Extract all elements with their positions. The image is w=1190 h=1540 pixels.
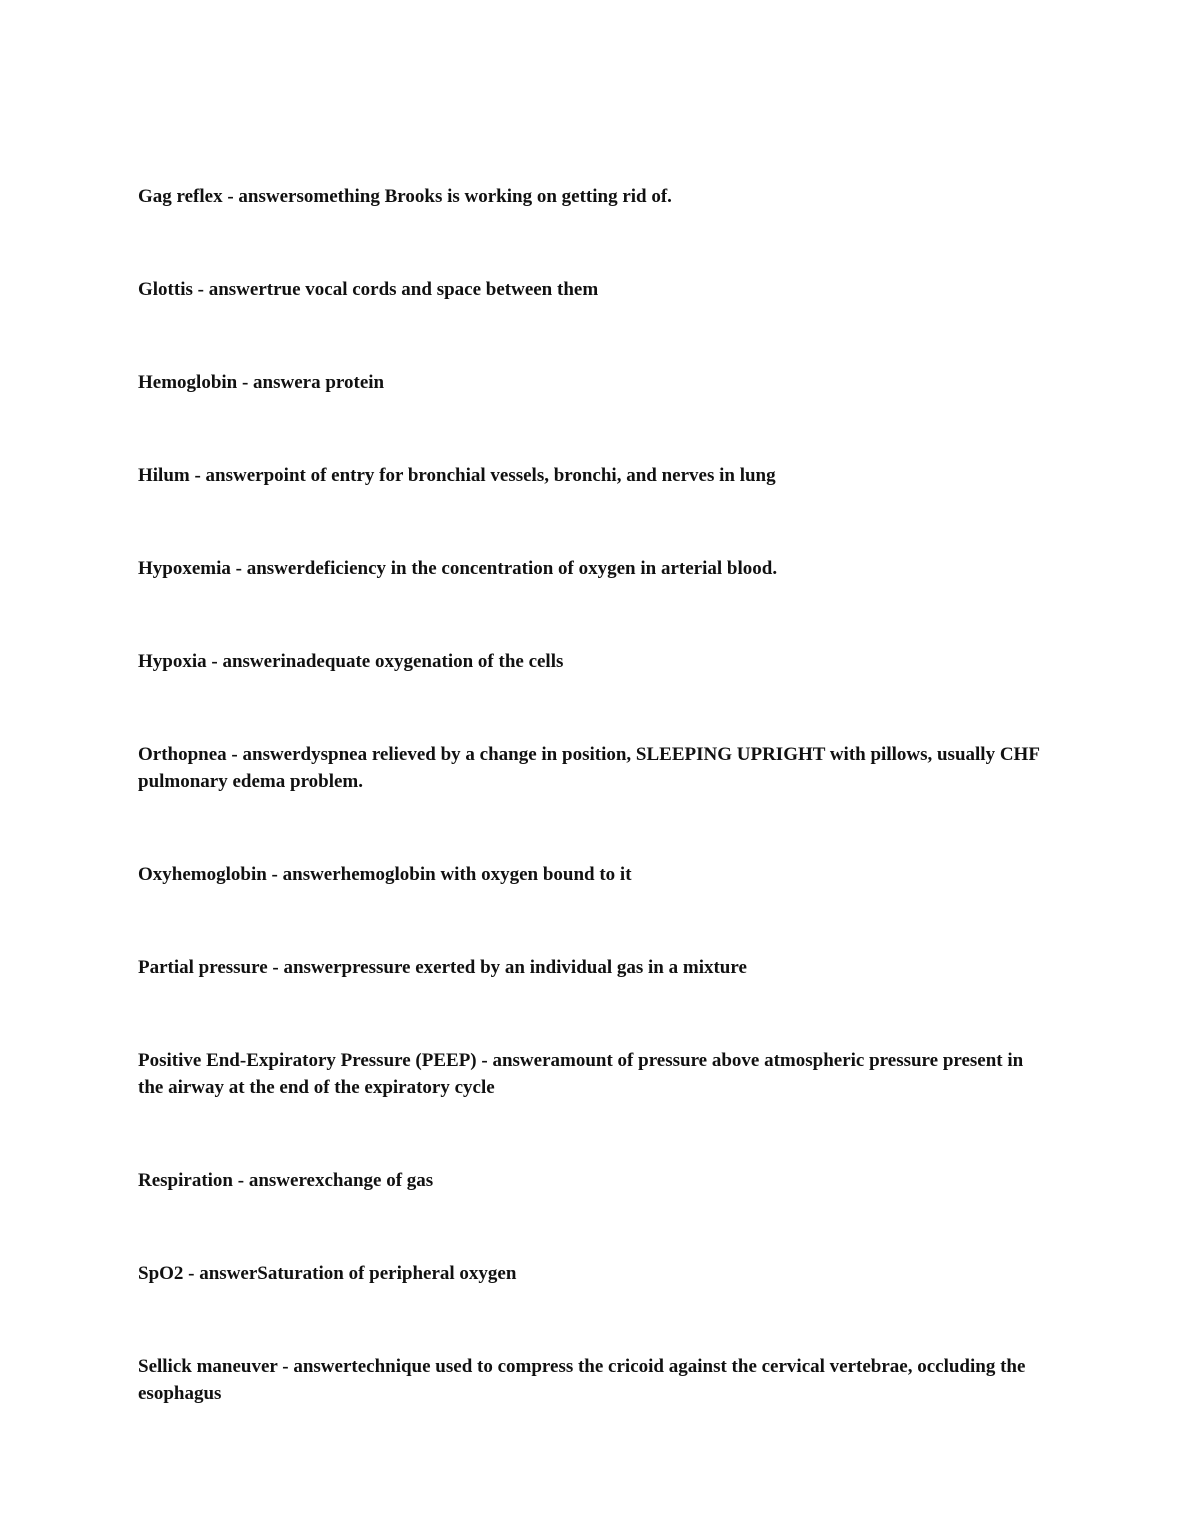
glossary-entry: Hypoxia - answerinadequate oxygenation of the cells: [138, 651, 564, 672]
glossary-entry: Orthopnea - answerdyspnea relieved by a change in position, SLEEPING UPRIGHT with pillows, usually CHF pulmonary edema problem.: [138, 744, 1040, 792]
glossary-entry: Glottis - answertrue vocal cords and space between them: [138, 279, 599, 300]
glossary-entry: Partial pressure - answerpressure exerted by an individual gas in a mixture: [138, 957, 747, 978]
glossary-entry: Sellick maneuver - answertechnique used to compress the cricoid against the cervical vertebrae, occluding the esophagus: [138, 1356, 1026, 1404]
document-page: [138, 183, 1043, 1473]
glossary-entry: Hilum - answerpoint of entry for bronchial vessels, bronchi, and nerves in lung: [138, 465, 776, 486]
glossary-entry: Hemoglobin - answera protein: [138, 372, 385, 393]
glossary-entry: Respiration - answerexchange of gas: [138, 1170, 434, 1191]
glossary-entry: Gag reflex - answersomething Brooks is working on getting rid of.: [138, 186, 672, 207]
glossary-entry: Positive End-Expiratory Pressure (PEEP) - answeramount of pressure above atmospheric pressure present in the airway at the end of the expiratory cycle: [138, 1050, 1024, 1098]
glossary-entry: Oxyhemoglobin - answerhemoglobin with oxygen bound to it: [138, 864, 632, 885]
glossary-entry: SpO2 - answerSaturation of peripheral oxygen: [138, 1263, 517, 1284]
glossary-entry: Hypoxemia - answerdeficiency in the concentration of oxygen in arterial blood.: [138, 558, 778, 579]
